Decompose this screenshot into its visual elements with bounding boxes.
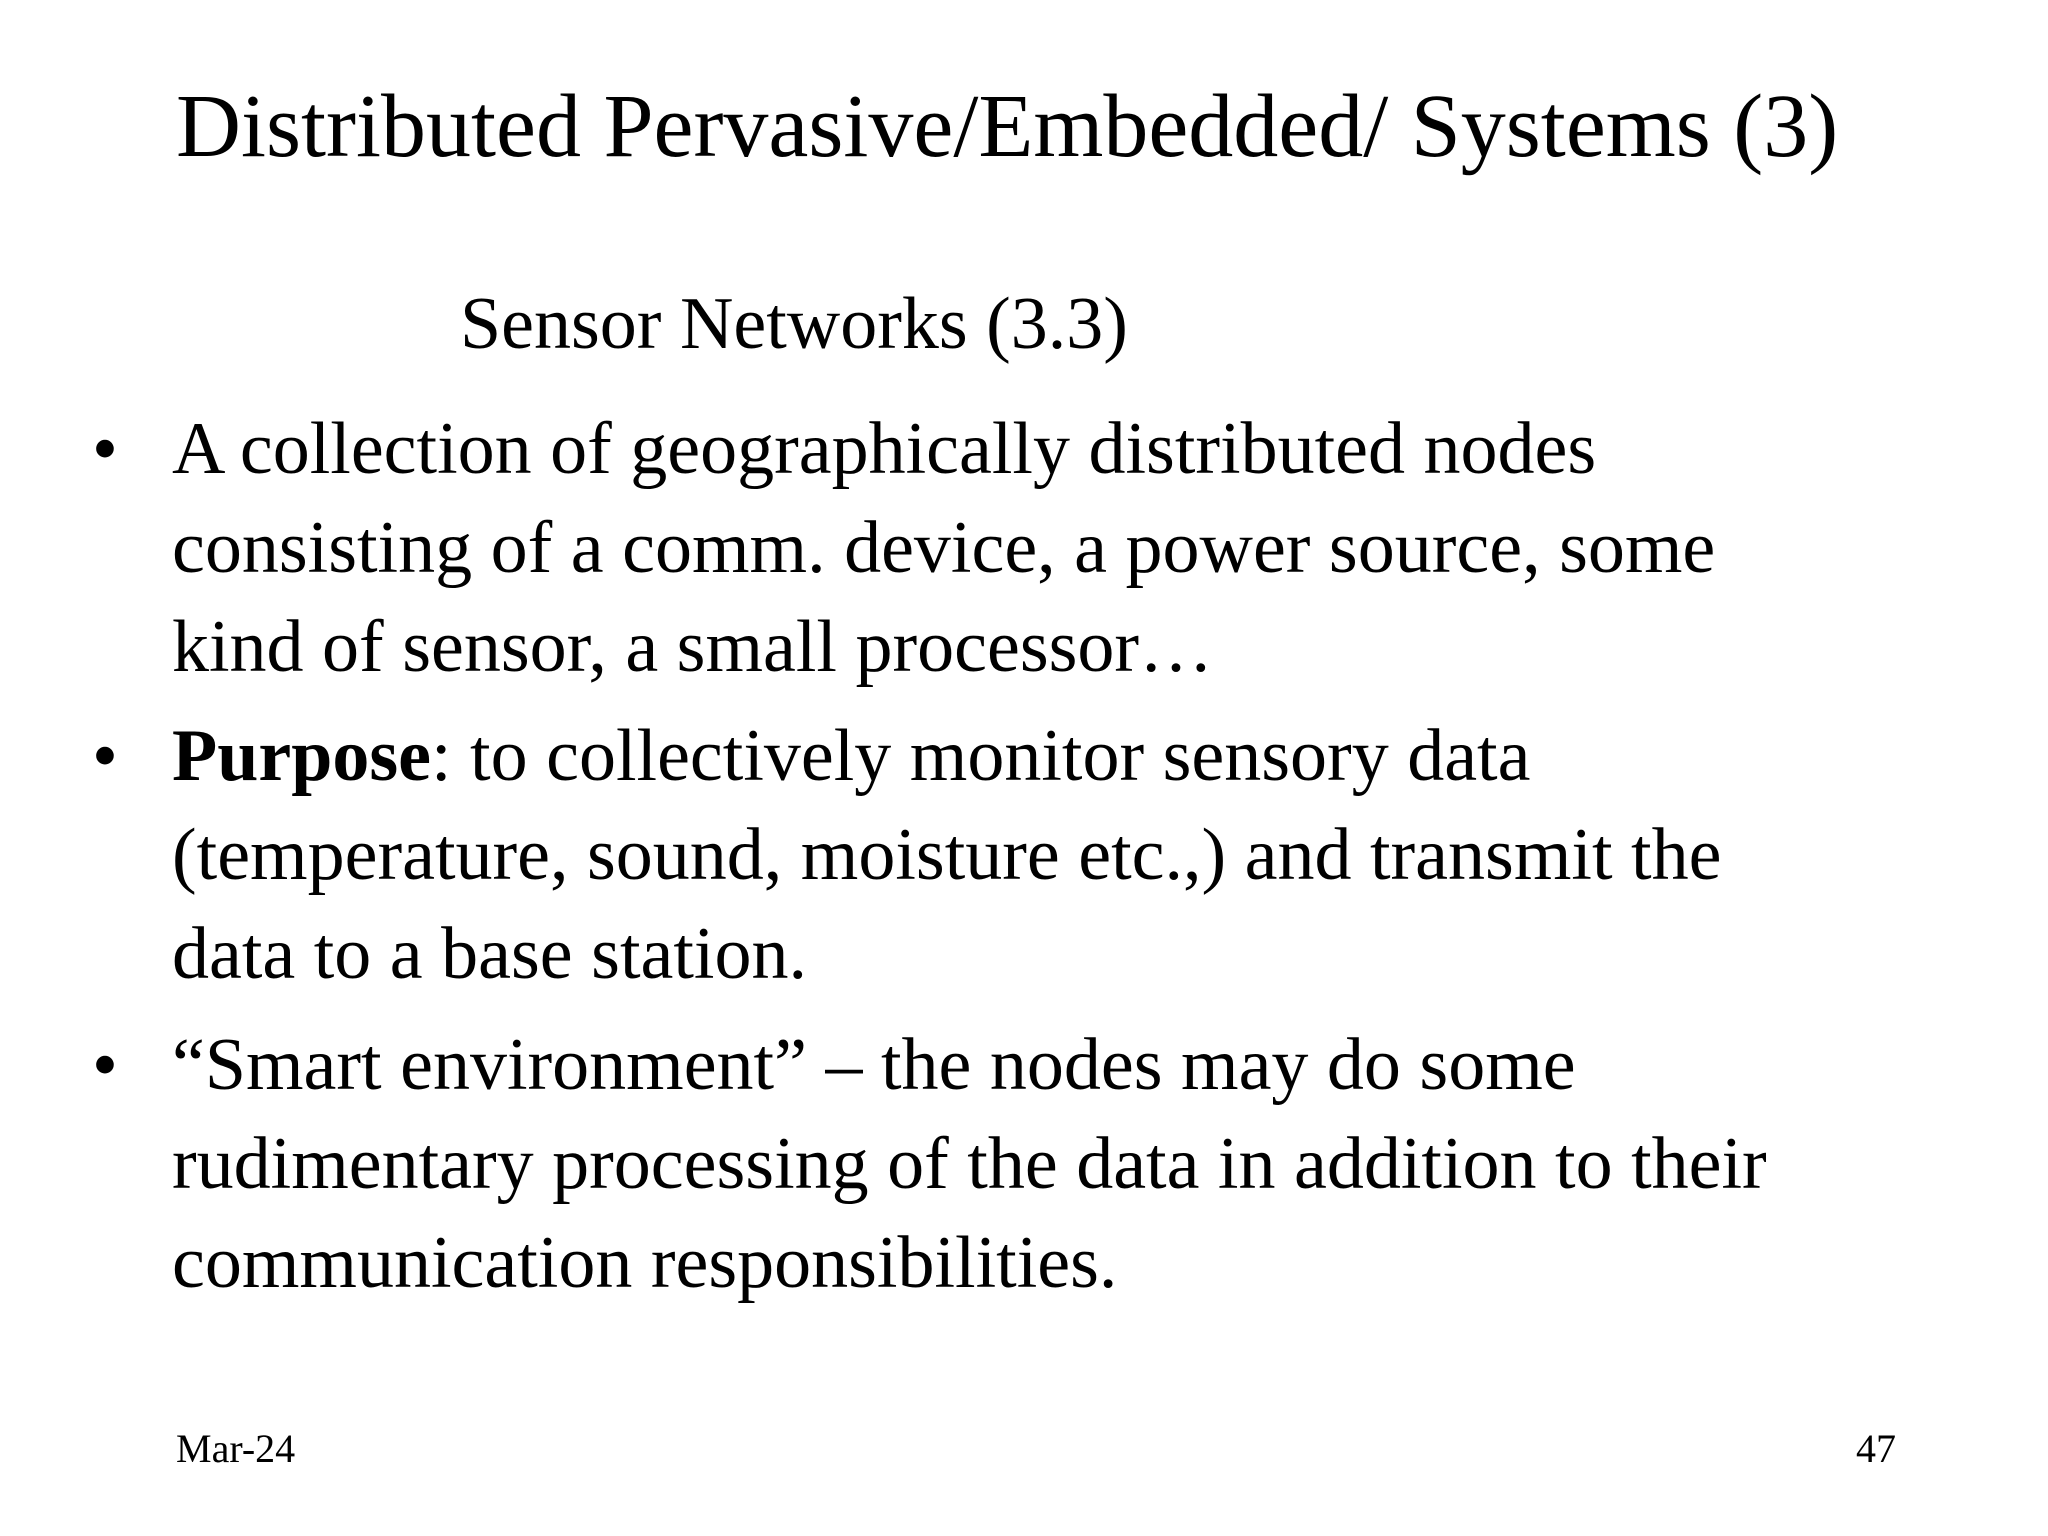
- bullet-text-1: [172, 400, 2032, 697]
- bullet-text-2: [172, 707, 2032, 1004]
- bullet-2-line-2: (temperature, sound, moisture etc.,) and transmit the: [172, 814, 1722, 896]
- bullet-3-line-1: “Smart environment” – the nodes may do some: [172, 1024, 1576, 1106]
- bullet-3-line-3: communication responsibilities.: [172, 1222, 1118, 1304]
- bullet-1-line-2: consisting of a comm. device, a power source, some: [172, 507, 1716, 589]
- bullet-marker: •: [92, 1024, 118, 1106]
- bullet-2-line-3: data to a base station.: [172, 913, 807, 995]
- bullet-text-3: [172, 1016, 2032, 1313]
- bullet-3-line-2: rudimentary processing of the data in addition to their: [172, 1123, 1767, 1205]
- bullet-1-line-3: kind of sensor, a small processor…: [172, 606, 1214, 688]
- footer-date: Mar-24: [176, 1426, 296, 1471]
- bullet-marker: •: [92, 715, 118, 797]
- bullet-2-bold-lead: Purpose: [172, 715, 431, 797]
- page-number: 47: [1856, 1426, 1896, 1471]
- slide-subtitle: Sensor Networks (3.3): [460, 283, 1128, 365]
- slide-title: Distributed Pervasive/Embedded/ Systems (3): [176, 77, 1839, 176]
- bullet-1-line-1: A collection of geographically distributed nodes: [172, 408, 1597, 490]
- bullet-marker: •: [92, 408, 118, 490]
- bullet-2-line-1: [172, 707, 2032, 806]
- bullet-2-lead-rest: : to collectively monitor sensory data: [431, 715, 1531, 797]
